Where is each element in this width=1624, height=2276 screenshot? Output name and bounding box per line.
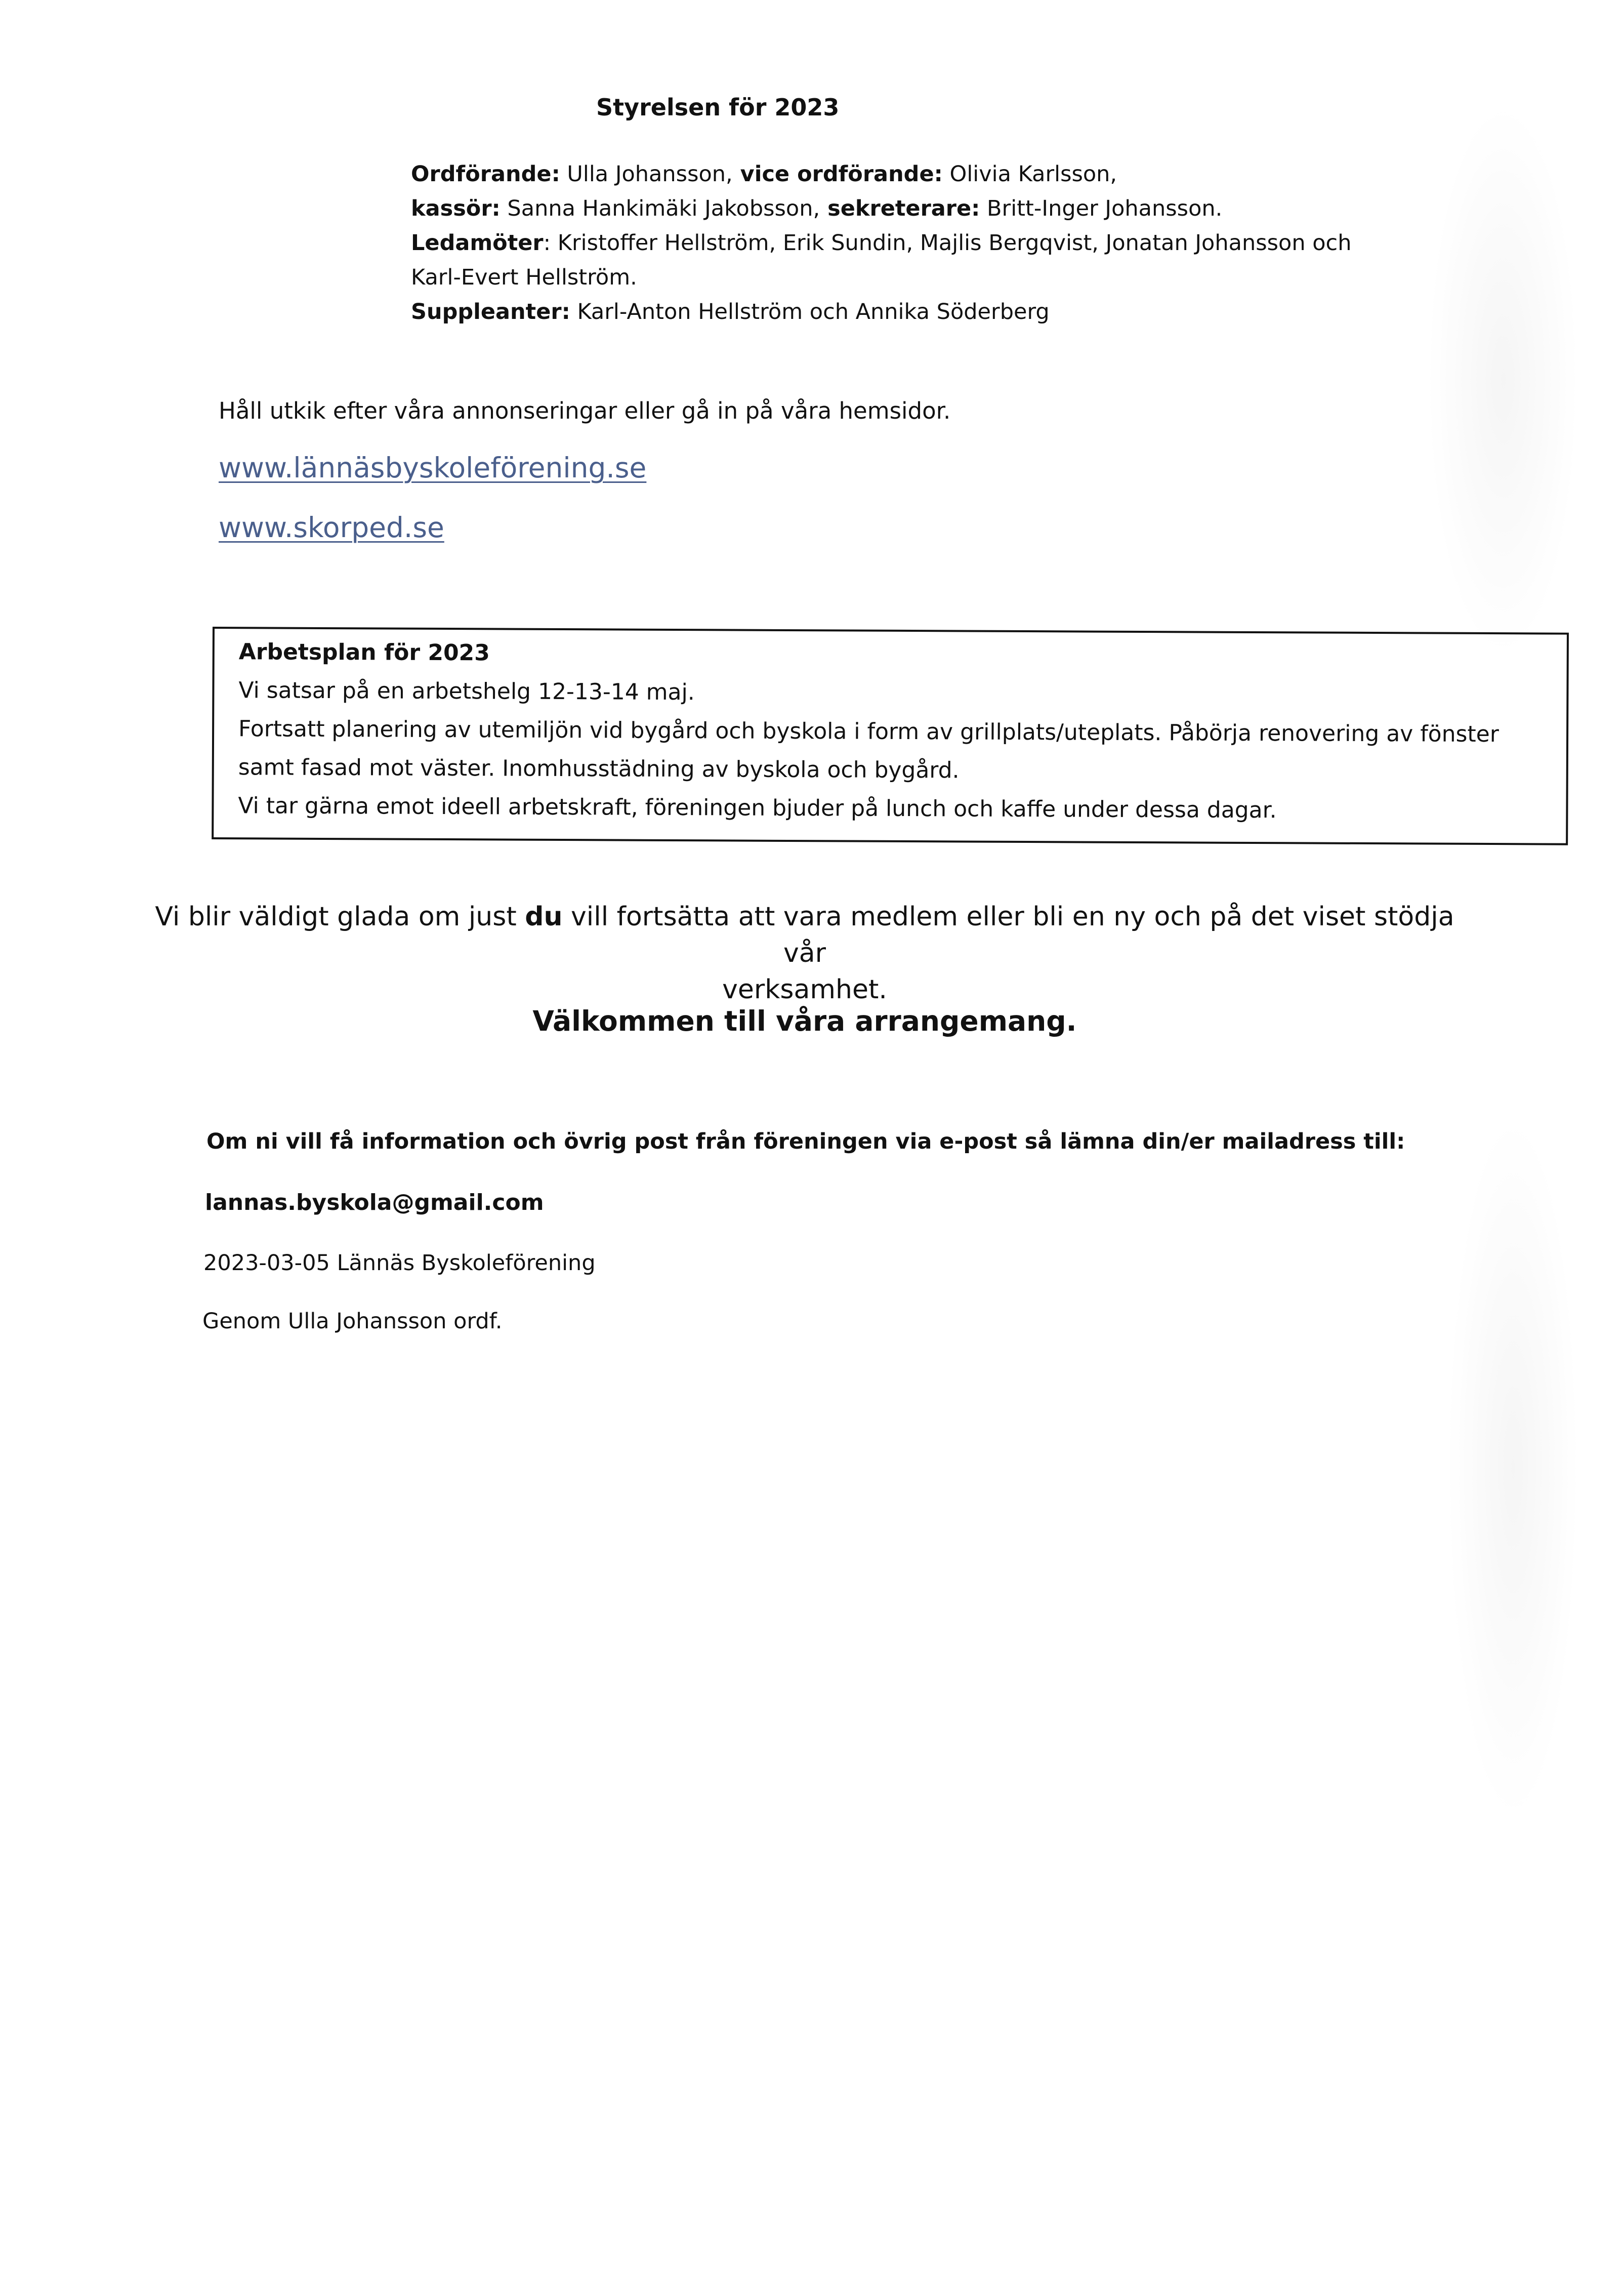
website-link-lannas[interactable]: www.lännäsbyskoleförening.se bbox=[219, 452, 647, 484]
workplan-box bbox=[212, 627, 1569, 845]
membership-appeal bbox=[152, 899, 1458, 1008]
workplan-content bbox=[238, 633, 1499, 831]
date-and-organization: 2023-03-05 Lännäs Byskoleförening bbox=[203, 1250, 596, 1276]
members-label: Ledamöter bbox=[411, 230, 544, 256]
board-members bbox=[411, 157, 1423, 329]
welcome-heading: Välkommen till våra arrangemang. bbox=[532, 1005, 1077, 1037]
workplan-line: Fortsatt planering av utemiljön vid bygård och byskola i form av grillplats/uteplats. Påbörja renovering av fönster bbox=[238, 716, 1500, 748]
board-line-4 bbox=[411, 260, 1423, 295]
board-line-3 bbox=[411, 226, 1423, 260]
board-line-1 bbox=[411, 157, 1423, 191]
deputies-names: Karl-Anton Hellström och Annika Söderberg bbox=[570, 299, 1050, 324]
board-line-5 bbox=[411, 295, 1423, 329]
members-names: : Kristoffer Hellström, Erik Sundin, Majlis Bergqvist, Jonatan Johansson och bbox=[543, 230, 1352, 256]
appeal-emphasis: du bbox=[525, 902, 563, 932]
secretary-name: Britt-Inger Johansson. bbox=[980, 196, 1223, 221]
contact-email[interactable]: lannas.byskola@gmail.com bbox=[205, 1190, 544, 1215]
page-title: Styrelsen för 2023 bbox=[596, 94, 840, 121]
treasurer-name: Sanna Hankimäki Jakobsson, bbox=[500, 196, 820, 221]
appeal-line-1 bbox=[152, 899, 1458, 971]
deputies-label: Suppleanter: bbox=[411, 299, 570, 324]
signature-line: Genom Ulla Johansson ordf. bbox=[202, 1309, 503, 1334]
chair-label: Ordförande: bbox=[411, 161, 560, 187]
workplan-line: Vi satsar på en arbetshelg 12-13-14 maj. bbox=[238, 677, 695, 706]
scan-artifact bbox=[1447, 1114, 1579, 1822]
workplan-line: Vi tar gärna emot ideell arbetskraft, föreningen bjuder på lunch och kaffe under dessa dagar. bbox=[238, 793, 1277, 824]
appeal-line-2: verksamhet. bbox=[722, 974, 887, 1005]
scan-artifact bbox=[1427, 101, 1579, 658]
intro-text: Håll utkik efter våra annonseringar eller gå in på våra hemsidor. bbox=[219, 397, 951, 424]
mail-info-text: Om ni vill få information och övrig post från föreningen via e-post så lämna din/er mailadress till: bbox=[206, 1129, 1405, 1154]
secretary-label: sekreterare: bbox=[820, 196, 980, 221]
workplan-title: Arbetsplan för 2023 bbox=[238, 639, 490, 666]
vice-chair-name: Olivia Karlsson, bbox=[942, 161, 1117, 187]
treasurer-label: kassör: bbox=[411, 196, 501, 221]
vice-chair-label: vice ordförande: bbox=[732, 161, 943, 187]
workplan-line: samt fasad mot väster. Inomhusstädning av byskola och bygård. bbox=[238, 754, 960, 784]
board-line-2 bbox=[411, 191, 1423, 226]
website-link-skorped[interactable]: www.skorped.se bbox=[219, 511, 444, 544]
appeal-text-after: vill fortsätta att vara medlem eller bli en ny och på det viset stödja vår bbox=[562, 902, 1454, 968]
appeal-text-before: Vi blir väldigt glada om just bbox=[155, 902, 525, 932]
members-names-continued: Karl-Evert Hellström. bbox=[411, 265, 637, 290]
chair-name: Ulla Johansson, bbox=[560, 161, 733, 187]
